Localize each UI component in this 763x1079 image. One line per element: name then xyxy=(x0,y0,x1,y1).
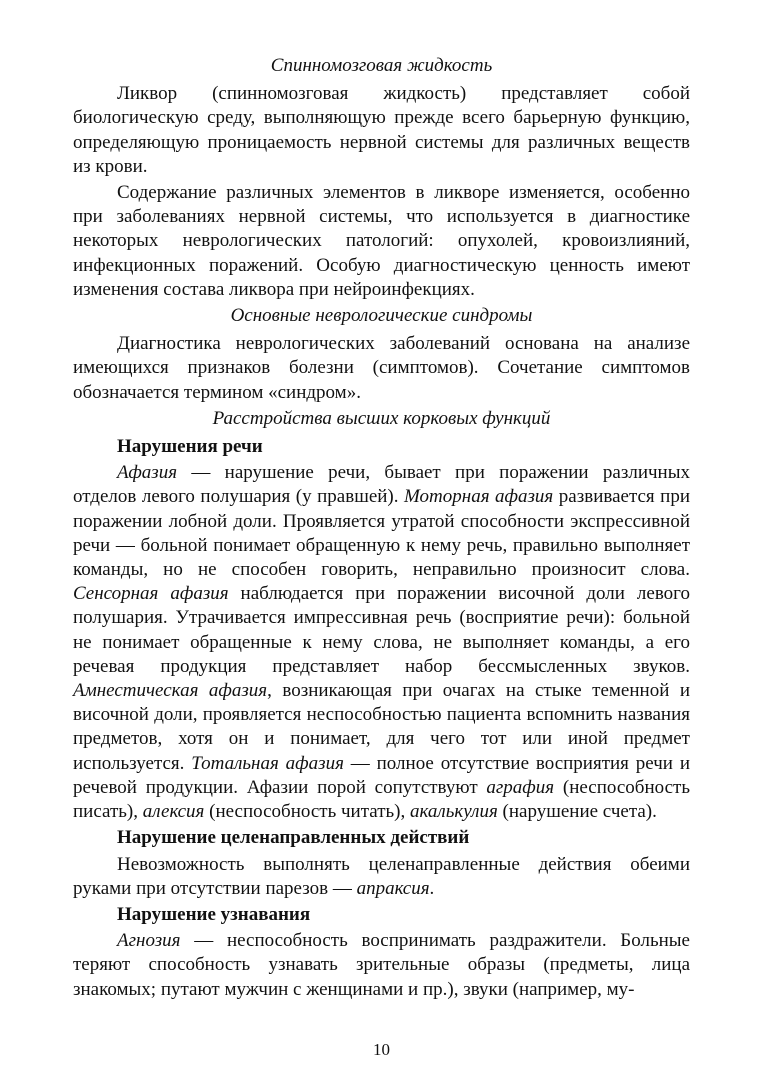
paragraph-csf-diagnostics: Содержание различных элементов в ликворе изменяется, особенно при заболеваниях нервной системы, что используется в диагностике некоторых неврологических патологий: опухолей, кровоизлияний, инфекционных поражений. Особую диагностическую ценность имеют изменения состава ликвора при нейроинфекциях. xyxy=(73,182,690,300)
paragraph-syndromes: Диагностика неврологических заболеваний основана на анализе имеющихся признаков болезни (симптомов). Сочетание симптомов обозначается термином «синдром». xyxy=(73,333,690,403)
page-body xyxy=(73,52,690,1004)
paragraph-csf-definition: Ликвор (спинномозговая жидкость) представляет собой биологическую среду, выполняющую прежде всего барьерную функцию, определяющую проницаемость нервной системы для различных веществ из крови. xyxy=(73,83,690,177)
paragraph-agnosia: Агнозия — неспособность воспринимать раздражители. Больные теряют способность узнавать зрительные образы (предметы, лица знакомых; путают мужчин с женщинами и пр.), звуки (например, му- xyxy=(73,930,690,1000)
subheading-recognition: Нарушение узнавания xyxy=(117,903,311,925)
section-heading-cortical-functions: Расстройства высших корковых функций xyxy=(212,407,551,429)
subheading-actions: Нарушение целенаправленных действий xyxy=(117,827,470,849)
section-heading-csf: Спинномозговая жидкость xyxy=(270,55,493,76)
section-heading-syndromes: Основные неврологические синдромы xyxy=(230,305,533,327)
paragraph-apraxia: Невозможность выполнять целенаправленные действия обеими руками при отсутствии парезов — апраксия. xyxy=(73,853,690,899)
subheading-speech: Нарушения речи xyxy=(117,436,263,458)
paragraph-aphasia: Афазия — нарушение речи, бывает при поражении различных отделов левого полушария (у правшей). Моторная афазия развивается при поражении лобной доли. Проявляется утратой способности экспрессивной речи — больной понимает обращенную к нему речь, правильно выполняет команды, но не способен говорить, неправильно произносит слова. Сенсорная афазия наблюдается при поражении височной доли левого полушария. Утрачивается импрессивная речь (восприятие речи): больной не понимает обращенные к нему слова, не выполняет команды, а его речевая продукция представляет набор бессмысленных звуков. Амнестическая афазия, возникающая при очагах на стыке теменной и височной доли, проявляется неспособностью пациента вспомнить названия предметов, хотя он и понимает, для чего тот или иной предмет используется. Тотальная афазия — полное отсутствие восприятия речи и речевой продукции. Афазии порой сопутствуют аграфия (неспособность писать), алексия (неспособность читать), акалькулия (нарушение счета). xyxy=(73,462,691,823)
page-number: 10 xyxy=(373,1040,390,1059)
